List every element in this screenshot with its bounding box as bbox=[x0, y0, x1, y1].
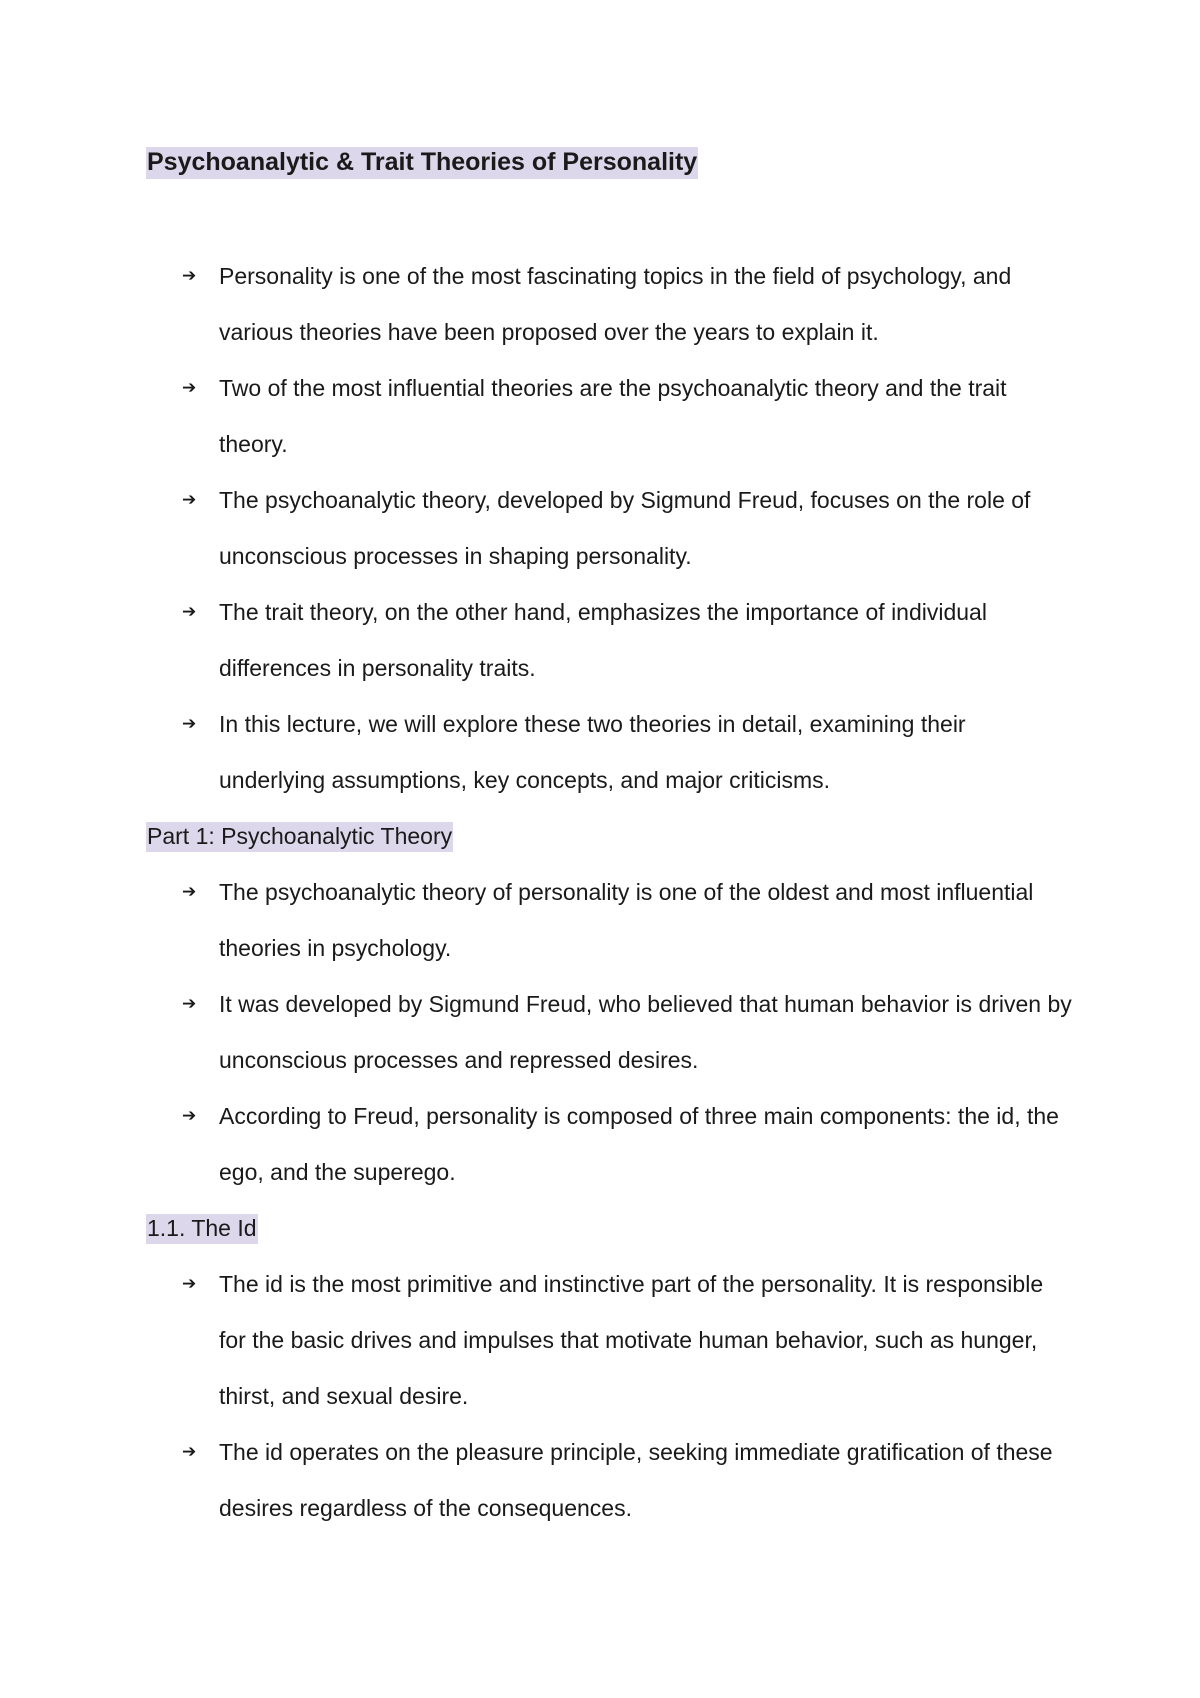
list-item bbox=[146, 696, 1076, 808]
section-heading-part-1 bbox=[146, 808, 1076, 864]
list-item bbox=[146, 864, 1076, 976]
list-item-text: According to Freud, personality is composed of three main components: the id, the ego, and the superego. bbox=[219, 1103, 1059, 1185]
list-item-text: The id is the most primitive and instinctive part of the personality. It is responsible for the basic drives and impulses that motivate human behavior, such as hunger, thirst, and sexual desire. bbox=[219, 1271, 1044, 1409]
list-item-text: The psychoanalytic theory of personality is one of the oldest and most influential theories in psychology. bbox=[219, 879, 1034, 961]
arrow-right-icon: ➔ bbox=[182, 1106, 197, 1126]
the-id-list bbox=[146, 1256, 1076, 1536]
list-item bbox=[146, 1424, 1076, 1536]
arrow-right-icon: ➔ bbox=[182, 378, 197, 398]
list-item bbox=[146, 1256, 1076, 1424]
part-1-list bbox=[146, 864, 1076, 1200]
arrow-right-icon: ➔ bbox=[182, 882, 197, 902]
arrow-right-icon: ➔ bbox=[182, 1274, 197, 1294]
list-item bbox=[146, 1088, 1076, 1200]
arrow-right-icon: ➔ bbox=[182, 714, 197, 734]
list-item-text: The psychoanalytic theory, developed by Sigmund Freud, focuses on the role of unconscious processes in shaping personality. bbox=[219, 487, 1031, 569]
document-body bbox=[146, 248, 1076, 1536]
heading-highlight: Part 1: Psychoanalytic Theory bbox=[146, 822, 453, 852]
arrow-right-icon: ➔ bbox=[182, 994, 197, 1014]
document-title bbox=[146, 142, 698, 182]
list-item-text: The id operates on the pleasure principle, seeking immediate gratification of these desires regardless of the consequences. bbox=[219, 1439, 1053, 1521]
list-item bbox=[146, 976, 1076, 1088]
list-item bbox=[146, 584, 1076, 696]
list-item bbox=[146, 472, 1076, 584]
list-item-text: In this lecture, we will explore these two theories in detail, examining their underlying assumptions, key concepts, and major criticisms. bbox=[219, 711, 966, 793]
arrow-right-icon: ➔ bbox=[182, 602, 197, 622]
list-item-text: Two of the most influential theories are the psychoanalytic theory and the trait theory. bbox=[219, 375, 1007, 457]
arrow-right-icon: ➔ bbox=[182, 490, 197, 510]
list-item bbox=[146, 248, 1076, 360]
arrow-right-icon: ➔ bbox=[182, 1442, 197, 1462]
arrow-right-icon: ➔ bbox=[182, 266, 197, 286]
list-item-text: It was developed by Sigmund Freud, who believed that human behavior is driven by unconscious processes and repressed desires. bbox=[219, 991, 1072, 1073]
intro-list bbox=[146, 248, 1076, 808]
list-item bbox=[146, 360, 1076, 472]
list-item-text: The trait theory, on the other hand, emphasizes the importance of individual differences in personality traits. bbox=[219, 599, 987, 681]
list-item-text: Personality is one of the most fascinating topics in the field of psychology, and various theories have been proposed over the years to explain it. bbox=[219, 263, 1012, 345]
heading-highlight: 1.1. The Id bbox=[146, 1214, 258, 1244]
title-highlight: Psychoanalytic & Trait Theories of Personality bbox=[146, 147, 698, 179]
section-heading-the-id bbox=[146, 1200, 1076, 1256]
